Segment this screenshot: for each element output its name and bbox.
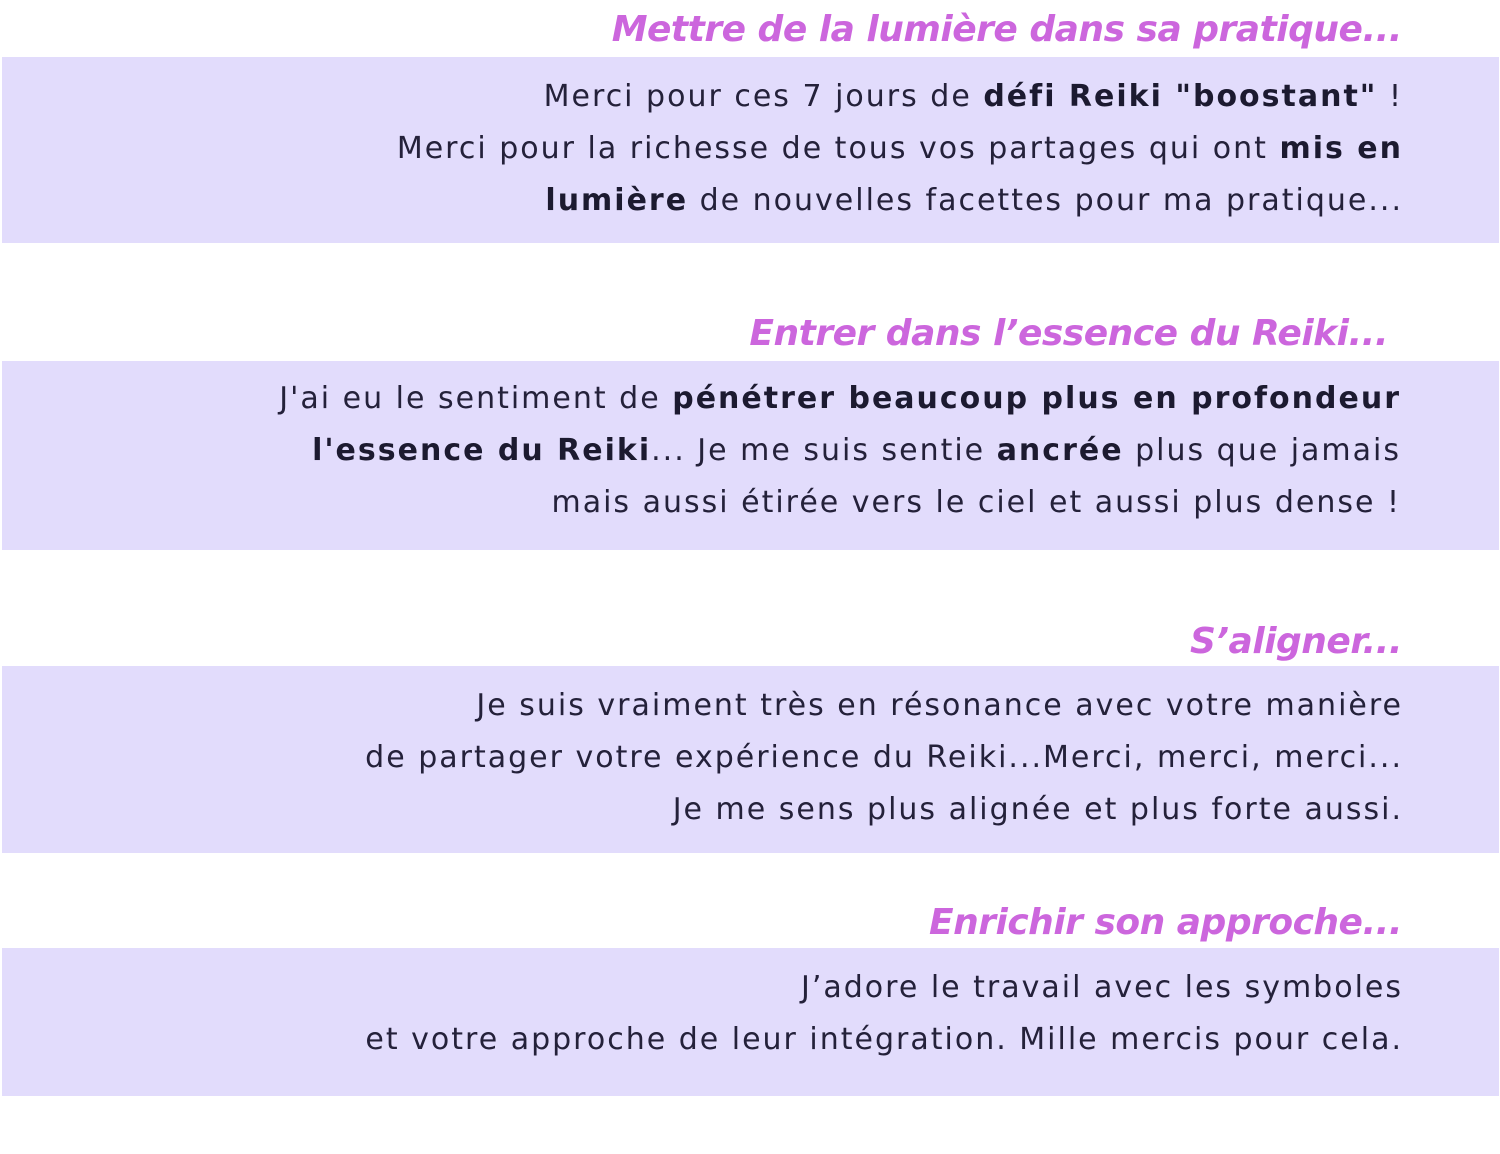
section-heading-enrichir: Enrichir son approche... [929, 902, 1402, 943]
bold-run: défi Reiki "boostant" [983, 79, 1378, 114]
text-run: plus que jamais [1123, 433, 1401, 468]
bold-run: lumière [545, 183, 689, 218]
bold-run: pénétrer beaucoup plus en profondeur [672, 381, 1401, 416]
text-line [397, 175, 1403, 227]
bold-run: ancrée [996, 433, 1124, 468]
text-run: de nouvelles facettes pour ma pratique... [688, 183, 1403, 218]
testimonial-box-essence [2, 361, 1499, 550]
text-run: J'ai eu le sentiment de [279, 381, 673, 416]
testimonial-text [365, 680, 1403, 836]
text-line: et votre approche de leur intégration. Mille mercis pour cela. [365, 1022, 1403, 1057]
text-line [279, 373, 1401, 425]
text-line: Je suis vraiment très en résonance avec votre manière [476, 688, 1403, 723]
text-run: mais aussi étirée vers le ciel et aussi plus dense ! [551, 485, 1401, 520]
testimonial-box-aligner [2, 666, 1499, 853]
text-line [279, 425, 1401, 477]
text-run: ... Je me suis sentie [651, 433, 997, 468]
testimonial-box-lumiere [2, 57, 1499, 243]
text-line: de partager votre expérience du Reiki...Merci, merci, merci... [365, 740, 1403, 775]
testimonial-text [279, 373, 1401, 529]
text-run: Merci pour la richesse de tous vos partages qui ont [396, 131, 1280, 166]
testimonial-text [397, 71, 1403, 227]
text-line: Je me sens plus alignée et plus forte aussi. [672, 792, 1403, 827]
text-run: ! [1377, 79, 1403, 114]
text-line [397, 123, 1403, 175]
testimonial-box-enrichir [2, 948, 1499, 1096]
section-heading-essence: Entrer dans l’essence du Reiki... [749, 313, 1388, 354]
testimonial-text [365, 962, 1403, 1066]
bold-run: mis en [1279, 131, 1403, 166]
text-line [397, 71, 1403, 123]
section-heading-aligner: S’aligner... [1189, 621, 1402, 662]
text-line [279, 477, 1401, 529]
section-heading-lumiere: Mettre de la lumière dans sa pratique... [611, 9, 1402, 50]
bold-run: l'essence du Reiki [312, 433, 652, 468]
text-line: J’adore le travail avec les symboles [801, 970, 1403, 1005]
text-run: Merci pour ces 7 jours de [543, 79, 984, 114]
